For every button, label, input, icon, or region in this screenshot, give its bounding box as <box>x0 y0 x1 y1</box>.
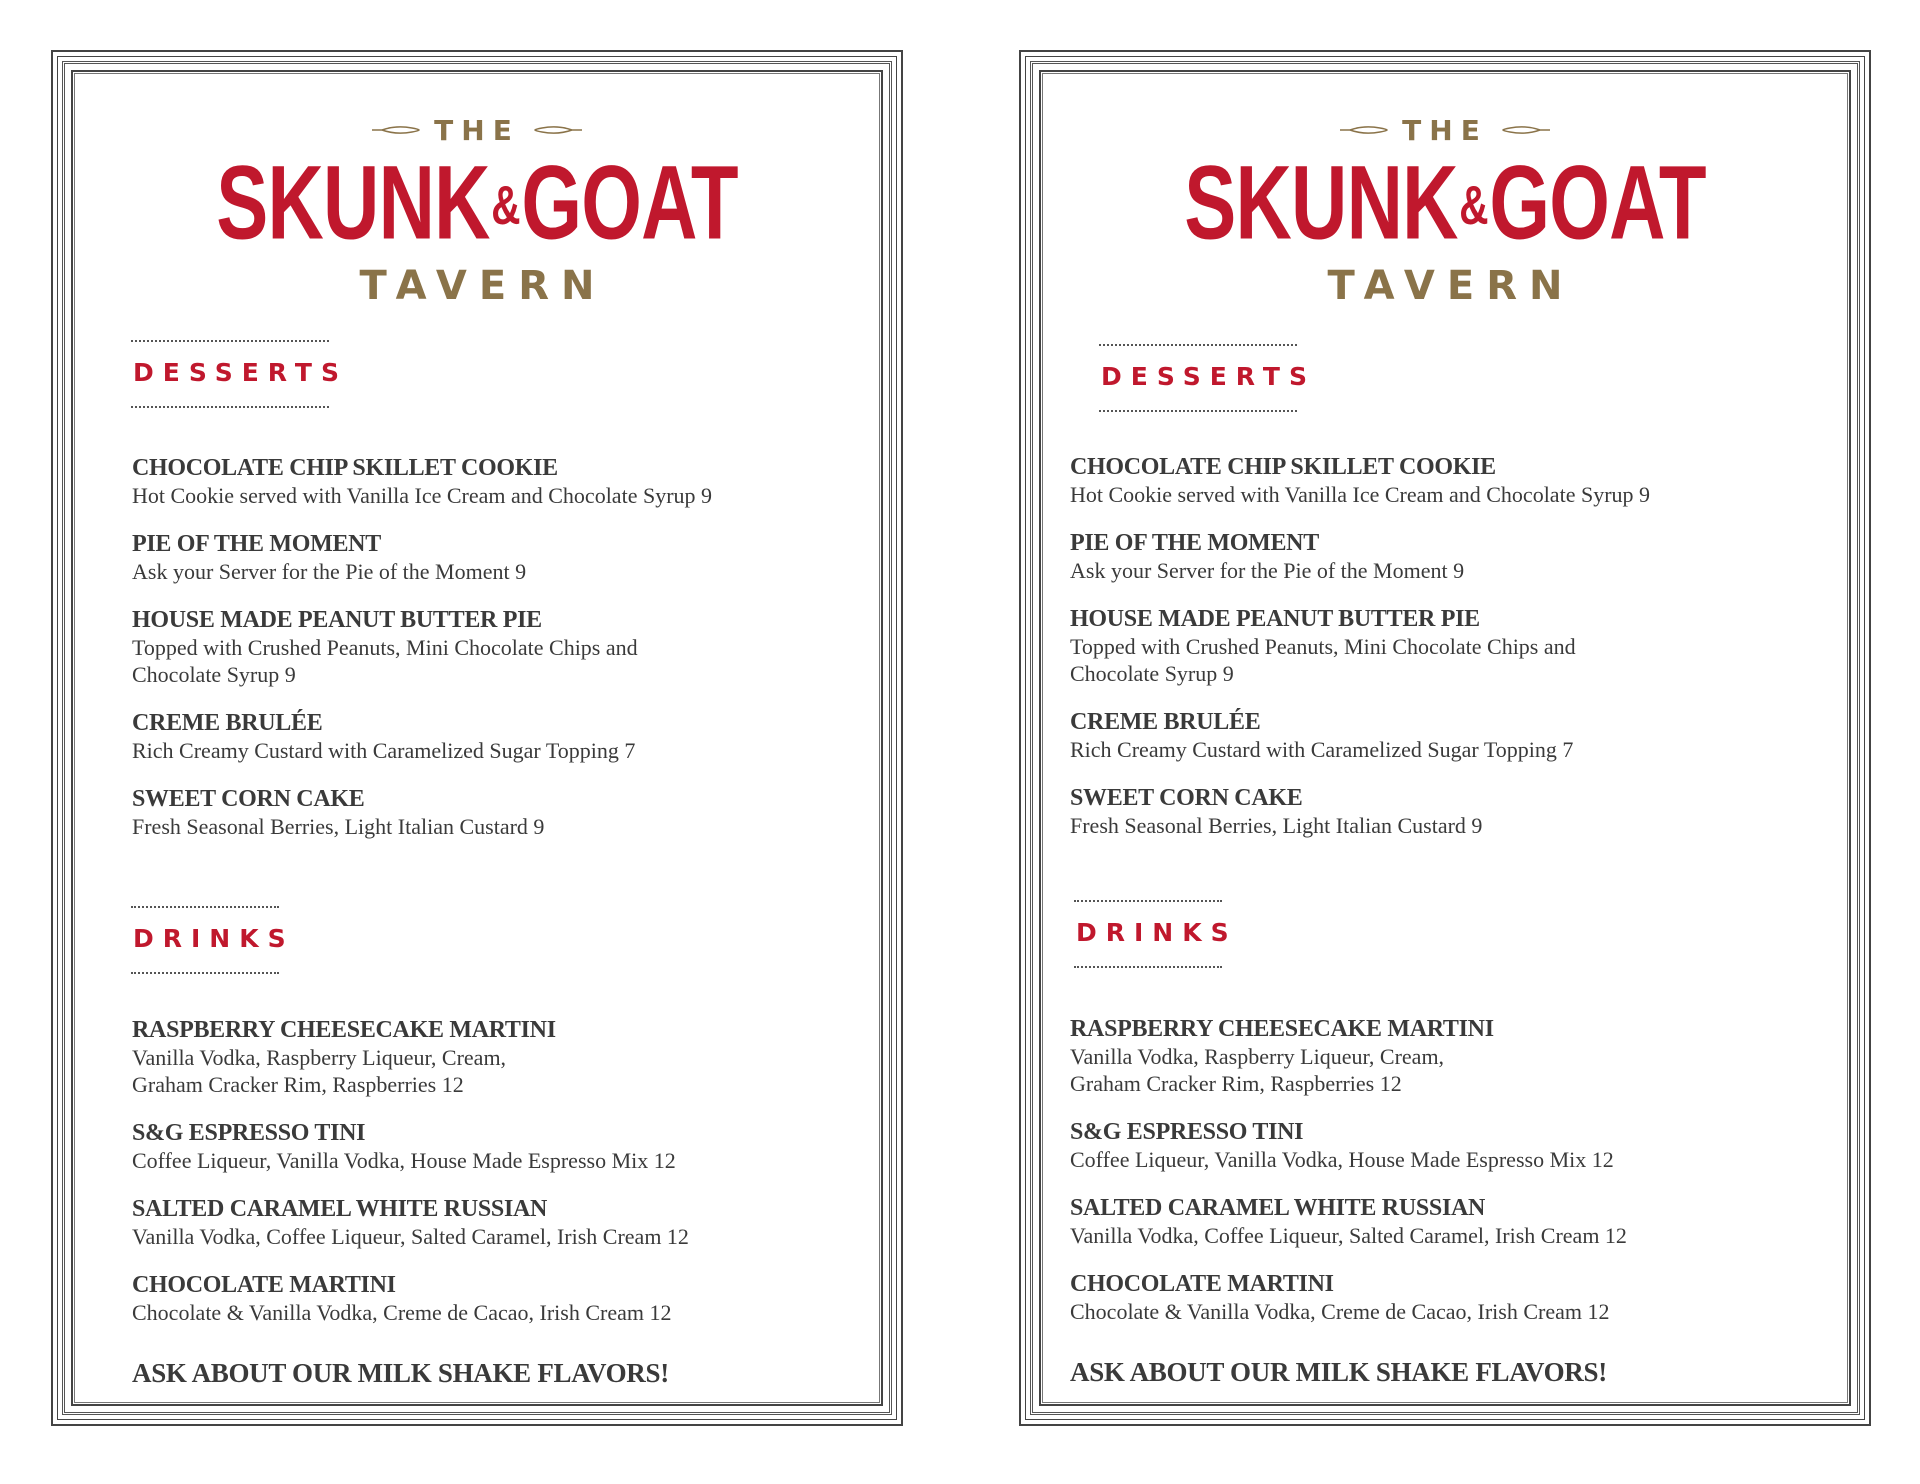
item-description: Chocolate & Vanilla Vodka, Creme de Cacao, Irish Cream 12 <box>1070 1299 1610 1324</box>
item-description: Fresh Seasonal Berries, Light Italian Custard 9 <box>1070 813 1483 838</box>
item-description: Vanilla Vodka, Coffee Liqueur, Salted Caramel, Irish Cream 12 <box>132 1224 689 1249</box>
item-description: Rich Creamy Custard with Caramelized Sugar Topping 7 <box>132 738 636 763</box>
list-item <box>132 1017 841 1098</box>
tavern-logo <box>53 112 901 309</box>
section-title-desserts: DESSERTS <box>1101 362 1316 391</box>
list-item <box>1070 454 1809 508</box>
section-title-drinks: DRINKS <box>1076 918 1238 947</box>
item-name: S&G ESPRESSO TINI <box>1070 1119 1304 1145</box>
item-name: HOUSE MADE PEANUT BUTTER PIE <box>132 607 542 633</box>
item-name: CREME BRULÉE <box>132 710 323 736</box>
item-description: Topped with Crushed Peanuts, Mini Chocolate Chips and Chocolate Syrup 9 <box>132 635 638 687</box>
list-item <box>132 1196 841 1250</box>
milkshake-callout: ASK ABOUT OUR MILK SHAKE FLAVORS! <box>1070 1357 1607 1387</box>
logo-name-part2: GOAT <box>1489 144 1706 262</box>
item-description: Coffee Liqueur, Vanilla Vodka, House Made Espresso Mix 12 <box>1070 1147 1614 1172</box>
item-name: RASPBERRY CHEESECAKE MARTINI <box>132 1017 556 1043</box>
item-name: HOUSE MADE PEANUT BUTTER PIE <box>1070 606 1480 632</box>
logo-ampersand: & <box>1459 175 1488 237</box>
desserts-list <box>132 455 841 862</box>
dotted-divider <box>1099 344 1297 346</box>
logo-name <box>1114 145 1775 264</box>
item-name: CHOCOLATE CHIP SKILLET COOKIE <box>1070 454 1496 480</box>
swash-left-icon <box>372 125 420 135</box>
dotted-divider <box>131 406 329 408</box>
item-name: SALTED CARAMEL WHITE RUSSIAN <box>132 1196 548 1222</box>
item-description: Hot Cookie served with Vanilla Ice Cream and Chocolate Syrup 9 <box>1070 482 1651 507</box>
item-description: Ask your Server for the Pie of the Moment 9 <box>132 559 527 584</box>
logo-the-text: THE <box>434 113 520 147</box>
swash-left-icon <box>1340 125 1388 135</box>
logo-name-part1: SKUNK <box>216 144 490 262</box>
list-item <box>1070 606 1809 687</box>
swash-right-icon <box>534 125 582 135</box>
logo-tavern-text: TAVERN <box>359 263 607 309</box>
item-description: Vanilla Vodka, Raspberry Liqueur, Cream, Graham Cracker Rim, Raspberries 12 <box>132 1045 507 1097</box>
list-item <box>1070 1119 1809 1173</box>
tavern-logo <box>1021 112 1869 309</box>
list-item <box>1070 1016 1809 1097</box>
item-description: Vanilla Vodka, Raspberry Liqueur, Cream, Graham Cracker Rim, Raspberries 12 <box>1070 1044 1445 1096</box>
list-item <box>132 531 841 585</box>
logo-name <box>146 145 807 264</box>
menu-card-right <box>1019 50 1871 1426</box>
logo-name-part2: GOAT <box>521 144 738 262</box>
desserts-heading <box>1099 344 1316 412</box>
item-description: Hot Cookie served with Vanilla Ice Cream and Chocolate Syrup 9 <box>132 483 713 508</box>
item-name: CHOCOLATE MARTINI <box>132 1272 396 1298</box>
list-item <box>1070 709 1809 763</box>
list-item <box>132 455 841 509</box>
dotted-divider <box>131 340 329 342</box>
section-title-desserts: DESSERTS <box>133 358 348 387</box>
list-item <box>132 786 841 840</box>
list-item <box>1070 1271 1809 1325</box>
item-name: CREME BRULÉE <box>1070 709 1261 735</box>
list-item <box>132 710 841 764</box>
item-name: S&G ESPRESSO TINI <box>132 1120 366 1146</box>
logo-name-part1: SKUNK <box>1184 144 1458 262</box>
list-item <box>132 607 841 688</box>
item-description: Ask your Server for the Pie of the Moment 9 <box>1070 558 1465 583</box>
dotted-divider <box>131 906 279 908</box>
list-item <box>1070 530 1809 584</box>
list-item <box>1070 1195 1809 1249</box>
item-description: Vanilla Vodka, Coffee Liqueur, Salted Caramel, Irish Cream 12 <box>1070 1223 1627 1248</box>
item-name: SWEET CORN CAKE <box>1070 785 1303 811</box>
menu-card-left <box>51 50 903 1426</box>
item-name: PIE OF THE MOMENT <box>1070 530 1319 556</box>
item-description: Chocolate & Vanilla Vodka, Creme de Cacao, Irish Cream 12 <box>132 1300 672 1325</box>
item-description: Coffee Liqueur, Vanilla Vodka, House Made Espresso Mix 12 <box>132 1148 676 1173</box>
logo-the-line <box>53 112 901 148</box>
logo-ampersand: & <box>491 175 520 237</box>
desserts-list <box>1070 454 1809 861</box>
logo-tavern-text: TAVERN <box>1327 263 1575 309</box>
dotted-divider <box>1099 410 1297 412</box>
list-item <box>1070 785 1809 839</box>
swash-right-icon <box>1502 125 1550 135</box>
desserts-heading <box>131 340 348 408</box>
item-description: Fresh Seasonal Berries, Light Italian Custard 9 <box>132 814 545 839</box>
logo-the-text: THE <box>1402 113 1488 147</box>
item-name: CHOCOLATE CHIP SKILLET COOKIE <box>132 455 558 481</box>
dotted-divider <box>1074 900 1222 902</box>
item-name: RASPBERRY CHEESECAKE MARTINI <box>1070 1016 1494 1042</box>
item-name: CHOCOLATE MARTINI <box>1070 1271 1334 1297</box>
dotted-divider <box>131 972 279 974</box>
list-item <box>132 1272 841 1326</box>
drinks-heading <box>131 906 295 974</box>
item-name: SWEET CORN CAKE <box>132 786 365 812</box>
item-name: SALTED CARAMEL WHITE RUSSIAN <box>1070 1195 1486 1221</box>
item-description: Topped with Crushed Peanuts, Mini Chocolate Chips and Chocolate Syrup 9 <box>1070 634 1576 686</box>
drinks-heading <box>1074 900 1238 968</box>
drinks-list <box>132 1017 841 1348</box>
dotted-divider <box>1074 966 1222 968</box>
item-name: PIE OF THE MOMENT <box>132 531 381 557</box>
item-description: Rich Creamy Custard with Caramelized Sugar Topping 7 <box>1070 737 1574 762</box>
drinks-list <box>1070 1016 1809 1347</box>
milkshake-callout: ASK ABOUT OUR MILK SHAKE FLAVORS! <box>132 1358 669 1388</box>
section-title-drinks: DRINKS <box>133 924 295 953</box>
logo-the-line <box>1021 112 1869 148</box>
list-item <box>132 1120 841 1174</box>
